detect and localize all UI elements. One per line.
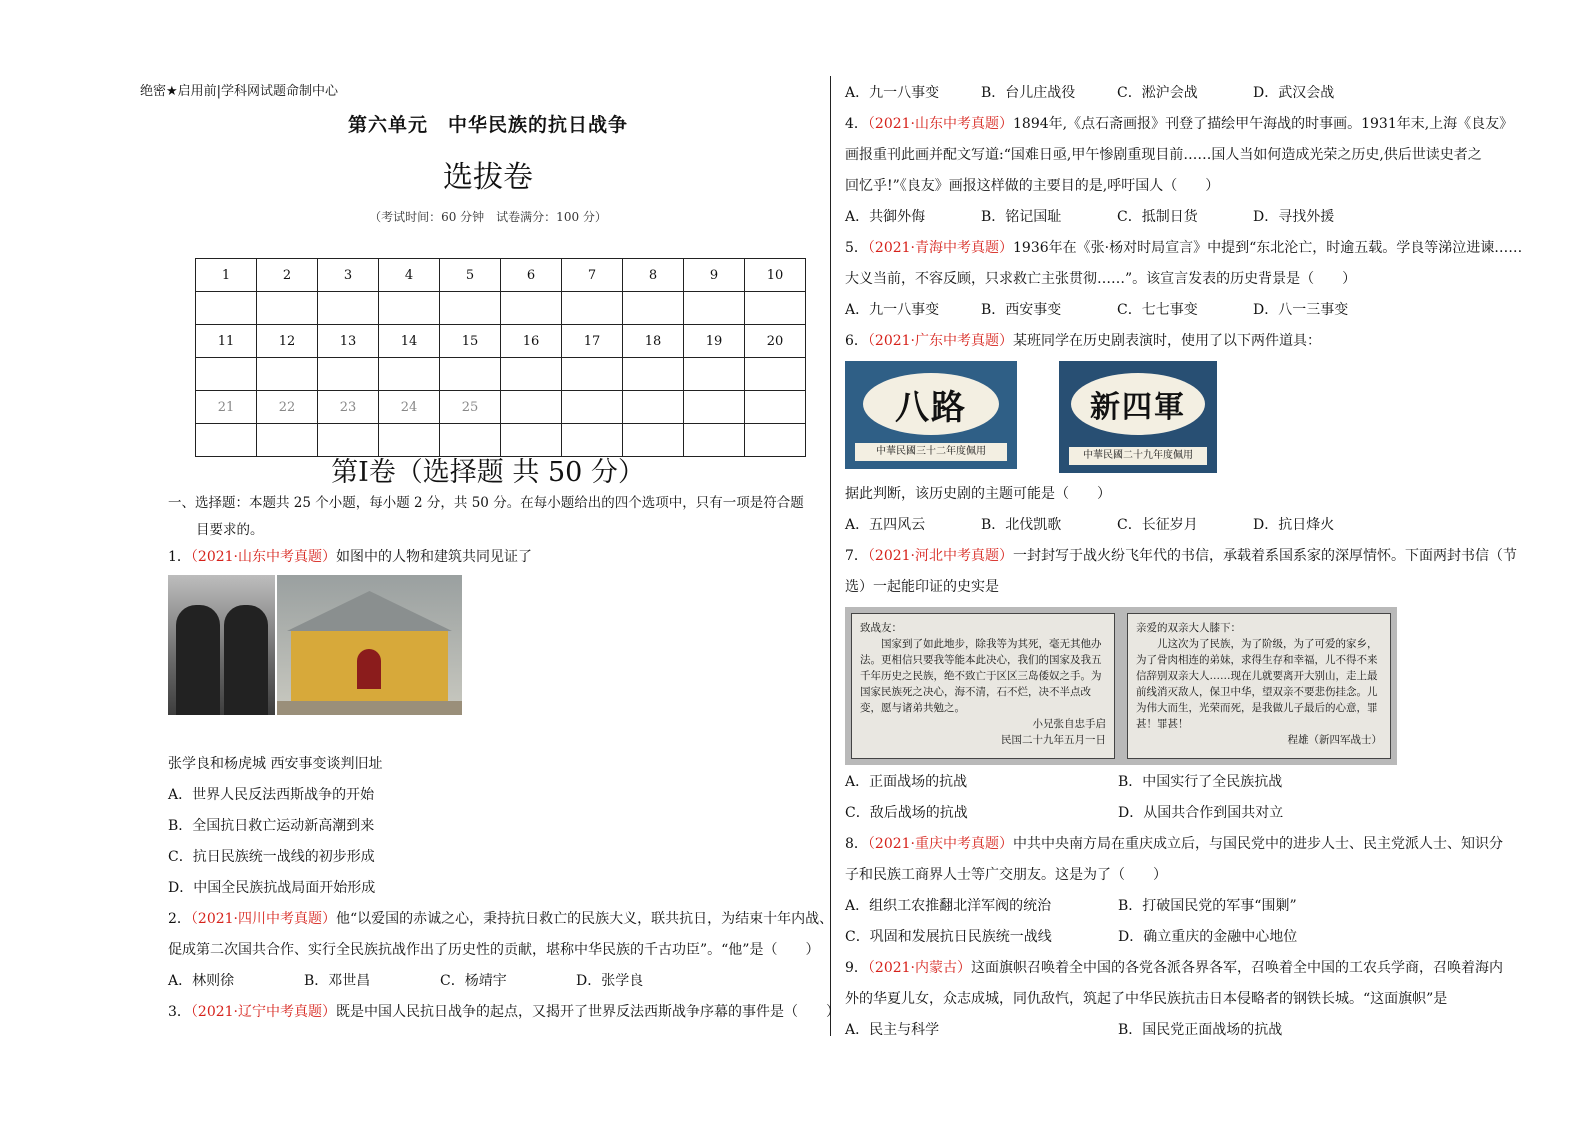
answer-cell[interactable]	[318, 292, 379, 325]
letter-salutation: 亲爱的双亲大人膝下：	[1136, 622, 1241, 634]
badge-text: 八路	[863, 373, 999, 435]
question-number: 6．	[845, 333, 868, 349]
option-b[interactable]: B．打破国民党的军事“围剿”	[1118, 898, 1297, 914]
question-source: （2021·四川中考真题）	[190, 911, 337, 927]
instructions-line: 目要求的。	[196, 522, 264, 538]
exam-info: （考试时间：60 分钟 试卷满分：100 分）	[369, 210, 607, 224]
answer-cell[interactable]	[684, 358, 745, 391]
answer-number: 21	[196, 391, 257, 424]
answer-number: 1	[196, 259, 257, 292]
option-a[interactable]: A．组织工农推翻北洋军阀的统治	[845, 898, 1052, 914]
question-source: （2021·辽宁中考真题）	[190, 1004, 337, 1020]
question-number: 8．	[845, 836, 868, 852]
left-column	[168, 542, 841, 1028]
zhang-yang-photo	[168, 575, 275, 715]
answer-grid-number-row	[196, 259, 806, 292]
question-text: 某班同学在历史剧表演时，使用了以下两件道具：	[1013, 333, 1322, 349]
xian-incident-site-photo	[277, 575, 462, 715]
answer-cell[interactable]	[257, 292, 318, 325]
option-d[interactable]: D．武汉会战	[1253, 85, 1335, 101]
question-text: 画报重刊此画并配文写道:“国难日亟,甲午惨剧重现目前……国人当如何造成光荣之历史,供后世读史者之	[845, 147, 1482, 163]
answer-cell[interactable]	[684, 292, 745, 325]
answer-cell[interactable]	[440, 292, 501, 325]
question-text: 一封封写于战火纷飞年代的书信，承载着系国系家的深厚情怀。下面两封书信（节	[1013, 548, 1518, 564]
option-b[interactable]: B．中国实行了全民族抗战	[1118, 774, 1283, 790]
answer-number: 11	[196, 325, 257, 358]
answer-number: 2	[257, 259, 318, 292]
answer-number	[745, 391, 806, 424]
option-c[interactable]: C．长征岁月	[1117, 517, 1198, 533]
section-instructions	[168, 490, 808, 544]
letter-body: 儿这次为了民族，为了阶级，为了可爱的家乡，为了骨肉相连的弟妹，求得生存和幸福，儿不得不来信辞别双亲大人……现在儿就要离开大别山，走上最前线消灭敌人，保卫中华，望双亲不要悲伤挂念。儿为伟大而生，光荣而死，是我做儿子最后的心意，罪甚！罪甚！	[1136, 638, 1378, 730]
option-a[interactable]: A．五四风云	[845, 517, 926, 533]
question-text: 回忆乎!”《良友》画报这样做的主要目的是,呼吁国人（ ）	[845, 178, 1220, 194]
option-b[interactable]: B．全国抗日救亡运动新高潮到来	[168, 818, 375, 834]
question-7-stem	[845, 541, 1518, 572]
answer-grid	[195, 258, 806, 457]
answer-number: 4	[379, 259, 440, 292]
question-4-options	[845, 202, 1490, 233]
question-4-stem	[845, 109, 1514, 140]
option-c[interactable]: C．敌后战场的抗战	[845, 805, 968, 821]
question-8-options-row2	[845, 922, 1490, 953]
question-7-options-row1	[845, 767, 1490, 798]
answer-number: 14	[379, 325, 440, 358]
question-number: 5．	[845, 240, 868, 256]
answer-cell[interactable]	[196, 292, 257, 325]
answer-cell[interactable]	[623, 358, 684, 391]
answer-number: 22	[257, 391, 318, 424]
option-b[interactable]: B．台儿庄战役	[981, 85, 1076, 101]
question-text: 1936年在《张·杨对时局宣言》中提到“东北沦亡，时逾五载。学良等涕泣进谏……	[1013, 240, 1523, 256]
question-text: 1894年,《点石斋画报》刊登了描绘甲午海战的时事画。1931年末,上海《良友》	[1013, 116, 1514, 132]
option-c[interactable]: C．巩固和发展抗日民族统一战线	[845, 929, 1052, 945]
option-d[interactable]: D．确立重庆的金融中心地位	[1118, 929, 1298, 945]
option-c[interactable]: C．七七事变	[1117, 302, 1198, 318]
letter-salutation: 致战友：	[860, 622, 902, 634]
option-d[interactable]: D．抗日烽火	[1253, 517, 1335, 533]
unit-title: 第六单元 中华民族的抗日战争	[347, 114, 628, 136]
answer-number: 10	[745, 259, 806, 292]
question-7-options-row2	[845, 798, 1490, 829]
letter-signature: 程雄（新四军战士）	[1287, 734, 1382, 746]
option-d[interactable]: D．八一三事变	[1253, 302, 1349, 318]
question-text: 选）一起能印证的史实是	[845, 579, 999, 595]
question-6-images	[845, 361, 1490, 473]
question-text: 如图中的人物和建筑共同见证了	[336, 549, 533, 565]
answer-number: 5	[440, 259, 501, 292]
option-c[interactable]: C．杨靖宇	[440, 973, 507, 989]
answer-number: 16	[501, 325, 562, 358]
eighth-route-army-badge	[845, 361, 1017, 469]
answer-cell[interactable]	[318, 358, 379, 391]
question-text: 子和民族工商界人士等广交朋友。这是为了（ ）	[845, 867, 1167, 883]
answer-cell[interactable]	[562, 292, 623, 325]
right-column	[845, 78, 1523, 1046]
answer-cell[interactable]	[196, 358, 257, 391]
letter-signature: 小兄张自忠手启	[1032, 718, 1106, 730]
option-a[interactable]: A．九一八事变	[845, 302, 940, 318]
option-b[interactable]: B．西安事变	[981, 302, 1062, 318]
letter-zhang-zizhong	[851, 613, 1115, 759]
answer-cell[interactable]	[623, 292, 684, 325]
answer-cell[interactable]	[379, 358, 440, 391]
answer-number	[501, 391, 562, 424]
question-source: （2021·广东中考真题）	[867, 333, 1014, 349]
question-9-stem	[845, 953, 1504, 984]
letter-cheng-xiong	[1127, 613, 1391, 759]
question-6-stem	[845, 326, 1490, 357]
question-source: （2021·重庆中考真题）	[867, 836, 1014, 852]
option-c[interactable]: C．淞沪会战	[1117, 85, 1198, 101]
question-text: 外的华夏儿女，众志成城，同仇敌忾，筑起了中华民族抗击日本侵略者的钢铁长城。“这面旗帜”是	[845, 991, 1448, 1007]
option-a[interactable]: A．正面战场的抗战	[845, 774, 968, 790]
question-number: 7．	[845, 548, 868, 564]
question-source: （2021·青海中考真题）	[867, 240, 1014, 256]
option-a[interactable]: A．民主与科学	[845, 1022, 940, 1038]
answer-number: 3	[318, 259, 379, 292]
answer-cell[interactable]	[257, 358, 318, 391]
question-9-options-row1	[845, 1015, 1490, 1046]
answer-number: 23	[318, 391, 379, 424]
question-source: （2021·内蒙古）	[867, 960, 972, 976]
answer-number: 19	[684, 325, 745, 358]
answer-number: 24	[379, 391, 440, 424]
option-d[interactable]: D．中国全民族抗战局面开始形成	[168, 880, 376, 896]
answer-number: 18	[623, 325, 684, 358]
question-3-options	[845, 78, 1490, 109]
option-a[interactable]: A．林则徐	[168, 973, 235, 989]
question-3-stem	[168, 997, 841, 1028]
badge-text: 新四軍	[1071, 373, 1205, 435]
instructions-line: 一、选择题：本题共 25 个小题，每小题 2 分，共 50 分。在每小题给出的四个选项中，只有一项是符合题	[168, 495, 804, 511]
answer-number	[684, 391, 745, 424]
question-2-options	[168, 966, 808, 997]
part-heading: 第Ⅰ卷（选择题 共 50 分）	[331, 457, 645, 488]
question-7-letters-image	[845, 607, 1397, 765]
letter-date: 民国二十九年五月一日	[1001, 734, 1106, 746]
paper-title: 选拔卷	[443, 160, 533, 195]
answer-number: 25	[440, 391, 501, 424]
answer-cell[interactable]	[501, 358, 562, 391]
option-d[interactable]: D．寻找外援	[1253, 209, 1335, 225]
answer-number	[623, 391, 684, 424]
answer-cell[interactable]	[745, 292, 806, 325]
answer-grid-blank-row	[196, 358, 806, 391]
letter-body: 国家到了如此地步，除我等为其死，毫无其他办法。更相信只要我等能本此决心，我们的国家及我五千年历史之民族，绝不致亡于区区三岛倭奴之手。为国家民族死之决心，海不清，石不烂，决不半点改变，愿与诸弟共勉之。	[860, 638, 1102, 714]
question-1-caption: 张学良和杨虎城 西安事变谈判旧址	[168, 756, 383, 772]
answer-grid-number-row	[196, 391, 806, 424]
answer-number: 8	[623, 259, 684, 292]
option-b[interactable]: B．北伐凯歌	[981, 517, 1062, 533]
question-number: 3．	[168, 1004, 191, 1020]
question-text: 促成第二次国共合作、实行全民族抗战作出了历史性的贡献，堪称中华民族的千古功臣”。“他”是（ ）	[168, 942, 820, 958]
question-text: 既是中国人民抗日战争的起点，又揭开了世界反法西斯战争序幕的事件是（ ）	[336, 1004, 841, 1020]
answer-number: 17	[562, 325, 623, 358]
answer-grid-blank-row	[196, 292, 806, 325]
answer-cell[interactable]	[440, 358, 501, 391]
question-1-images	[168, 575, 808, 715]
answer-number: 15	[440, 325, 501, 358]
answer-number: 13	[318, 325, 379, 358]
badge-caption: 中華民國三十二年度佩用	[855, 443, 1007, 461]
option-c[interactable]: C．抗日民族统一战线的初步形成	[168, 849, 375, 865]
option-a[interactable]: A．九一八事变	[845, 85, 940, 101]
option-b[interactable]: B．铭记国耻	[981, 209, 1062, 225]
question-source: （2021·河北中考真题）	[867, 548, 1014, 564]
answer-cell[interactable]	[562, 358, 623, 391]
answer-number: 12	[257, 325, 318, 358]
question-text: 据此判断，该历史剧的主题可能是（ ）	[845, 486, 1111, 502]
option-a[interactable]: A．共御外侮	[845, 209, 926, 225]
question-5-options	[845, 295, 1490, 326]
question-1-stem	[168, 542, 808, 573]
question-8-stem	[845, 829, 1504, 860]
question-text: 大义当前，不容反顾，只求救亡主张贯彻……”。该宣言发表的历史背景是（ ）	[845, 271, 1357, 287]
badge-caption: 中華民國二十九年度佩用	[1069, 447, 1207, 465]
option-c[interactable]: C．抵制日货	[1117, 209, 1198, 225]
answer-cell[interactable]	[501, 292, 562, 325]
answer-number: 6	[501, 259, 562, 292]
question-number: 9．	[845, 960, 868, 976]
question-number: 2．	[168, 911, 191, 927]
question-text: 这面旗帜召唤着全中国的各党各派各界各军，召唤着全中国的工农兵学商，召唤着海内	[971, 960, 1504, 976]
question-2-stem	[168, 904, 834, 935]
column-divider	[830, 76, 831, 1036]
option-b[interactable]: B．国民党正面战场的抗战	[1118, 1022, 1283, 1038]
option-d[interactable]: D．从国共合作到国共对立	[1118, 805, 1284, 821]
question-5-stem	[845, 233, 1523, 264]
question-text: 中共中央南方局在重庆成立后，与国民党中的进步人士、民主党派人士、知识分	[1013, 836, 1504, 852]
answer-number: 7	[562, 259, 623, 292]
question-text: 他“以爱国的赤诚之心，秉持抗日救亡的民族大义，联共抗日，为结束十年内战、	[336, 911, 834, 927]
question-number: 1．	[168, 549, 191, 565]
answer-number: 20	[745, 325, 806, 358]
question-source: （2021·山东中考真题）	[867, 116, 1014, 132]
confidential-label: 绝密★启用前|学科网试题命制中心	[140, 84, 339, 99]
question-number: 4．	[845, 116, 868, 132]
answer-cell[interactable]	[379, 292, 440, 325]
question-8-options-row1	[845, 891, 1490, 922]
answer-number	[562, 391, 623, 424]
option-b[interactable]: B．邓世昌	[304, 973, 371, 989]
answer-cell[interactable]	[745, 358, 806, 391]
question-source: （2021·山东中考真题）	[190, 549, 337, 565]
new-fourth-army-badge	[1059, 361, 1217, 473]
option-a[interactable]: A．世界人民反法西斯战争的开始	[168, 787, 375, 803]
answer-grid-number-row	[196, 325, 806, 358]
option-d[interactable]: D．张学良	[576, 973, 644, 989]
answer-number: 9	[684, 259, 745, 292]
question-6-options	[845, 510, 1490, 541]
